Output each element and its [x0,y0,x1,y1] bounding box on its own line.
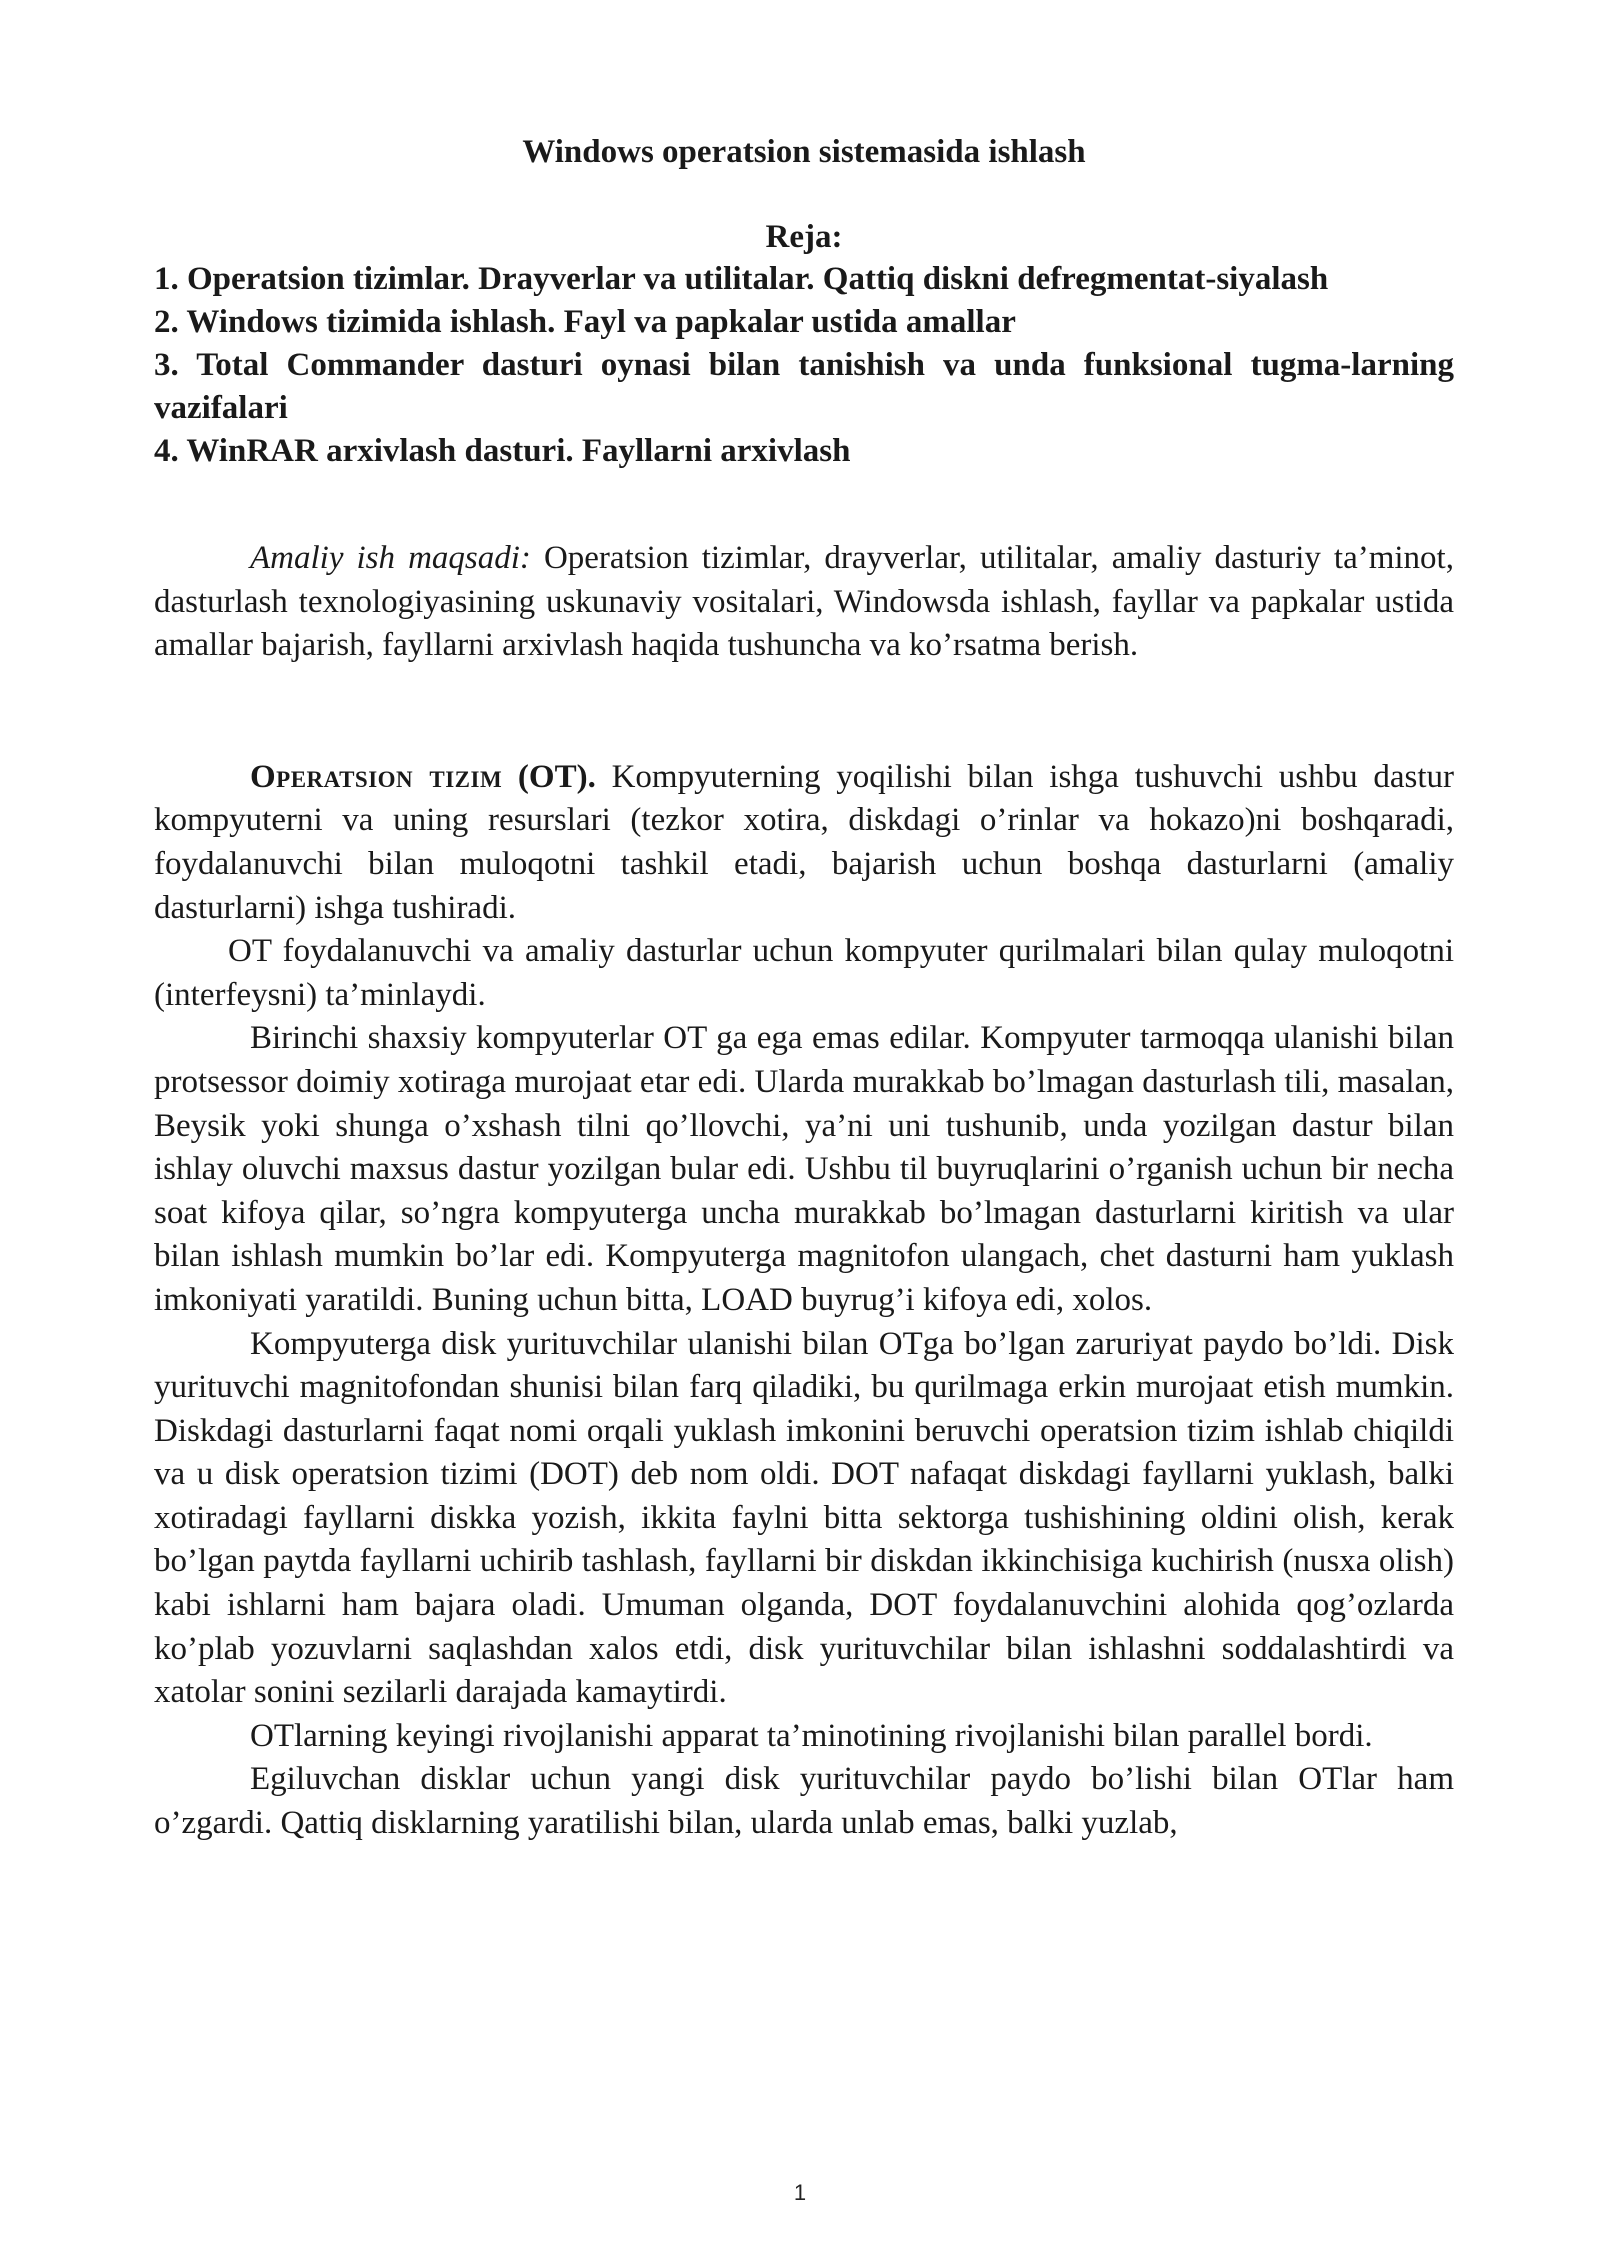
page-number: 1 [793,2180,807,2205]
body-paragraph: Egiluvchan disklar uchun yangi disk yurituvchilar paydo bo’lishi bilan OTlar ham o’zgardi. Qattiq disklarning yaratilishi bilan, ularda unlab emas, balki yuzlab, [154,1761,1454,1842]
purpose-label: Amaliy ish maqsadi: [250,540,531,576]
body-paragraph: OT foydalanuvchi va amaliy dasturlar uchun kompyuter qurilmalari bilan qulay muloqotni (interfeysni) ta’minlaydi. [154,933,1454,1013]
body-paragraph: OTlarning keyingi rivojlanishi apparat ta’minotining rivojlanishi bilan parallel bordi. [250,1717,1373,1754]
plan-item: 1. Operatsion tizimlar. Drayverlar va utilitalar. Qattiq diskni defregmentat-siyalash [154,261,1329,297]
section-intro-paragraph [154,756,1454,930]
body-paragraph: Kompyuterga disk yurituvchilar ulanishi bilan OTga bo’lgan zaruriyat paydo bo’ldi. Disk yurituvchi magnitofondan shunisi bilan farq qiladiki, bu qurilmaga erkin murojaat etish mumkin. Diskdagi dasturlarni faqat nomi orqali yuklash imkonini beruvchi operatsion tizim ishlab chiqildi va u disk operatsion tizimi (DOT) deb nom oldi. DOT nafaqat diskdagi fayllarni yuklash, balki xotiradagi fayllarni diskka yozish, ikkita faylni bitta sektorga tushishining oldini olish, kerak bo’lgan paytda fayllarni uchirib tashlash, fayllarni bir diskdan ikkinchisiga kuchirish (nusxa olish) kabi ishlarni ham bajara oladi. Umuman olganda, DOT foydalanuvchini alohida qog’ozlarda ko’plab yozuvlarni saqlashdan xalos etdi, disk yurituvchilar bilan ishlashni soddalashtirdi va xatolar sonini sezilarli darajada kamaytirdi. [154,1325,1454,1711]
section-abbr: (OT). [502,758,596,795]
section-term: Operatsion tizim [250,758,503,795]
section-intro-text: Kompyuterning yoqilishi bilan ishga tushuvchi ushbu dastur kompyuterni va uning resurslari (tezkor xotira, diskdagi o’rinlar va hokazo)ni boshqaradi, foydalanuvchi bilan muloqotni tashkil etadi, bajarish uchun boshqa dasturlarni (amaliy dasturlarni) ishga tushiradi. [154,758,1454,926]
plan-item: 4. WinRAR arxivlash dasturi. Fayllarni arxivlash [154,433,851,469]
plan-item: 3. Total Commander dasturi oynasi bilan tanishish va unda funksional tugma-larning vazifalari [154,347,1454,426]
purpose-paragraph [154,537,1454,668]
plan-item: 2. Windows tizimida ishlash. Fayl va papkalar ustida amallar [154,304,1016,340]
body-paragraph: Birinchi shaxsiy kompyuterlar OT ga ega emas edilar. Kompyuter tarmoqqa ulanishi bilan protsessor doimiy xotiraga murojaat etar edi. Ularda murakkab bo’lmagan dasturlash tili, masalan, Beysik yoki shunga o’xshash tilni qo’llovchi, ya’ni uni tushunib, unda yozilgan dastur bilan ishlay oluvchi maxsus dastur yozilgan bular edi. Ushbu til buyruqlarini o’rganish uchun bir necha soat kifoya qilar, so’ngra kompyuterga uncha murakkab bo’lmagan dasturlarni kiritish va ular bilan ishlash mumkin bo’lar edi. Kompyuterga magnitofon ulangach, chet dasturni ham yuklash imkoniyati yaratildi. Buning uchun bitta, LOAD buyrug’i kifoya edi, xolos. [154,1020,1454,1318]
plan-heading: Reja: [765,219,843,255]
plan-list [154,258,1454,473]
document-page [154,120,1454,1846]
purpose-text: Operatsion tizimlar, drayverlar, utilitalar, amaliy dasturiy ta’minot, dasturlash texnologiyasining uskunaviy vositalari, Windowsda ishlash, fayllar va papkalar ustida amallar bajarish, fayllarni arxivlash haqida tushuncha va ko’rsatma berish. [154,540,1454,664]
document-title: Windows operatsion sistemasida ishlash [522,134,1086,170]
